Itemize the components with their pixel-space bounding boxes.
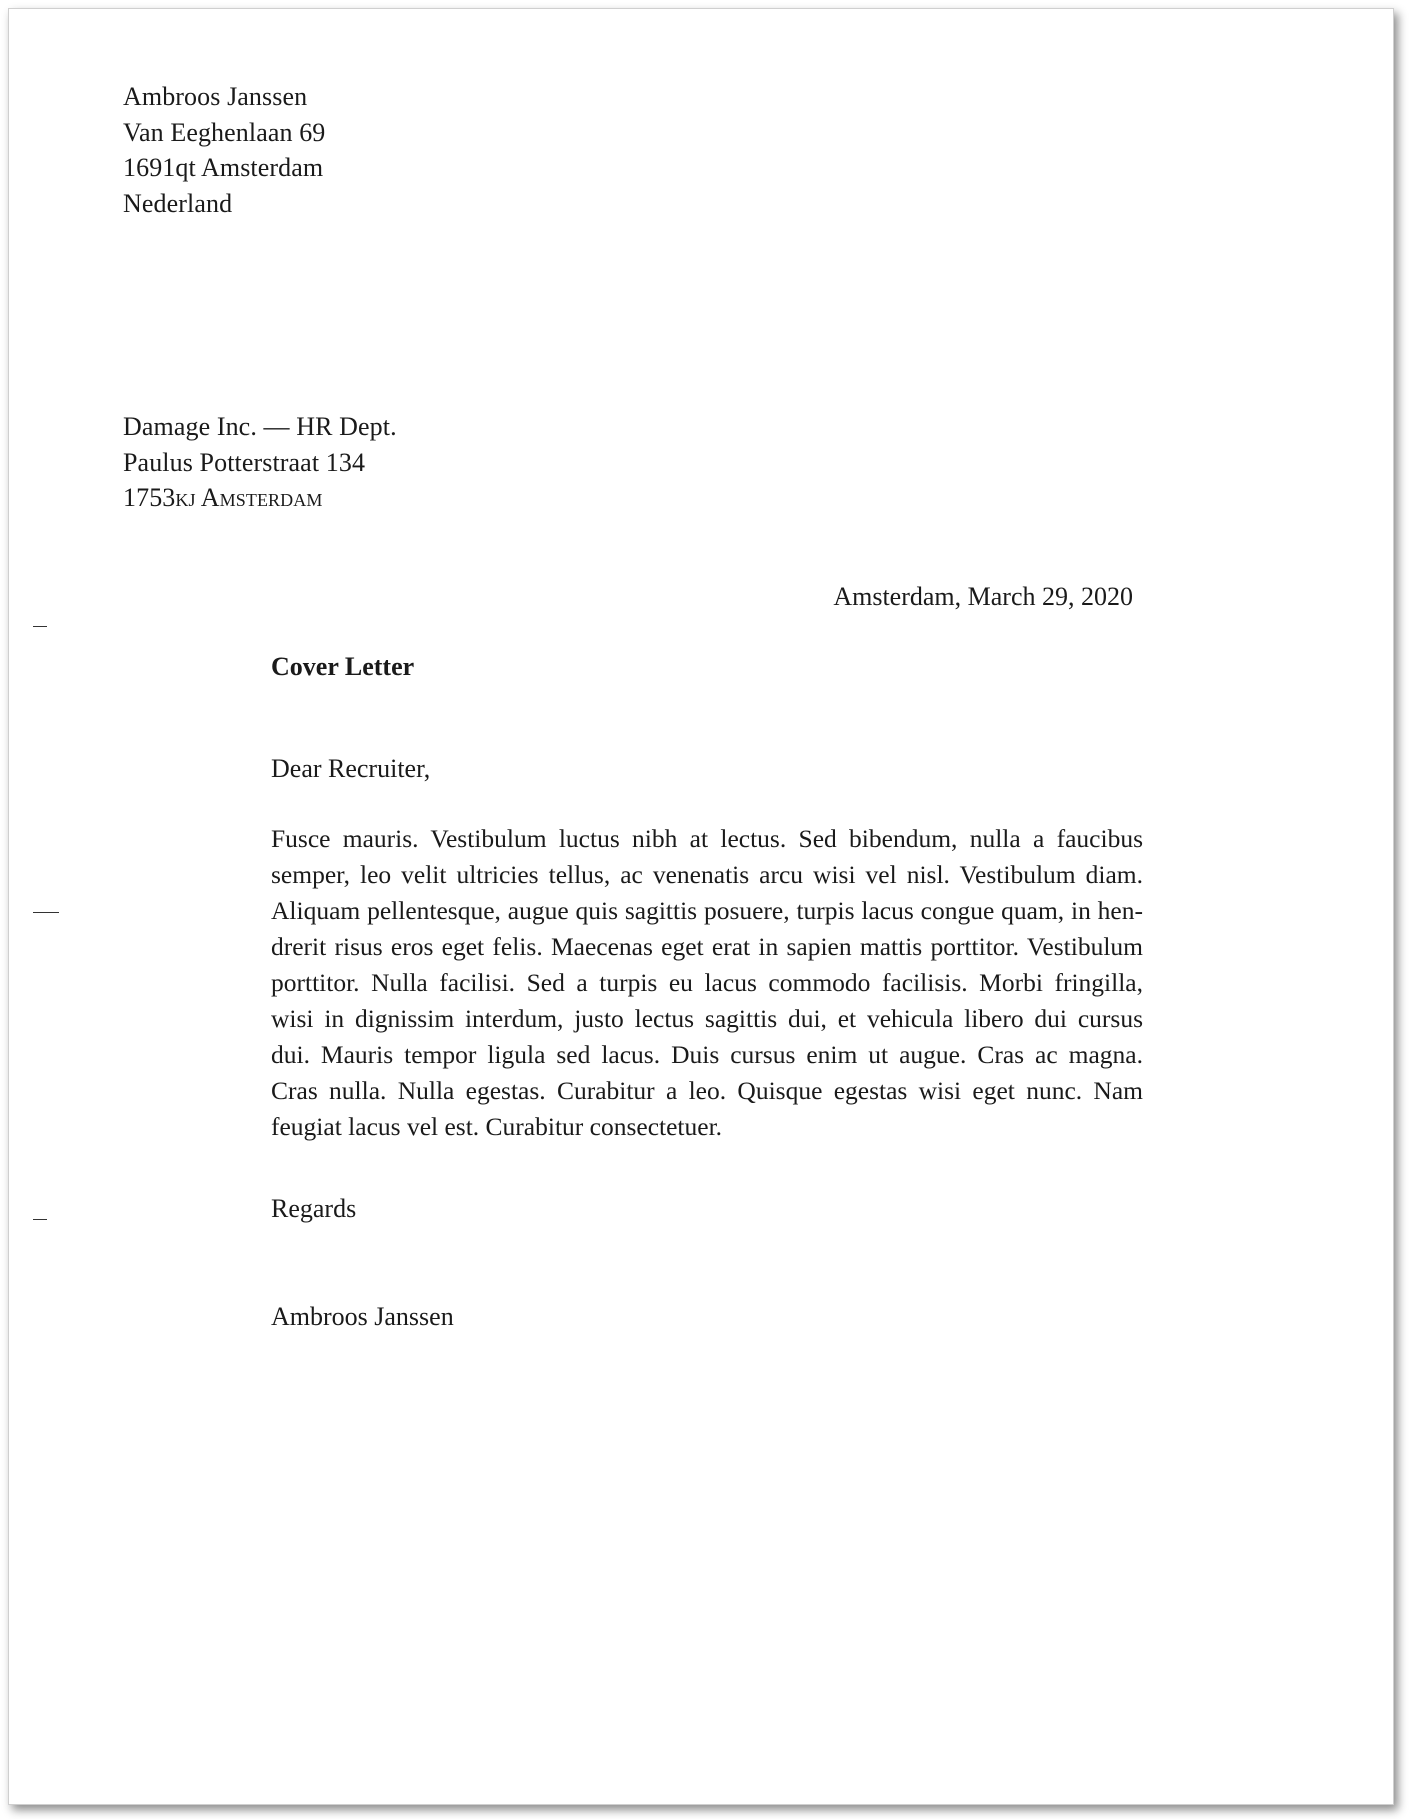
body-line: drerit risus eros eget felis. Maecenas eget erat in sapien mattis porttitor. Vestibulum — [271, 932, 1143, 961]
sender-street: Van Eeghenlaan 69 — [123, 117, 326, 147]
letter-page — [8, 8, 1394, 1805]
letter-body — [271, 821, 1143, 1145]
sender-name: Ambroos Janssen — [123, 82, 308, 111]
fold-mark-top — [33, 626, 47, 627]
body-line: Fusce mauris. Vestibulum luctus nibh at lectus. Sed bibendum, nulla a faucibus — [271, 824, 1143, 853]
salutation: Dear Recruiter, — [271, 754, 431, 783]
body-line: Aliquam pellentesque, augue quis sagittis posuere, turpis lacus congue quam, in hen- — [271, 896, 1143, 925]
body-line: semper, leo velit ultricies tellus, ac venenatis arcu wisi vel nisl. Vestibulum diam. — [271, 860, 1143, 889]
letter-subject: Cover Letter — [271, 652, 415, 681]
sender-address — [123, 79, 325, 221]
closing: Regards — [271, 1194, 357, 1223]
punch-mark-middle — [33, 912, 59, 913]
sender-country: Nederland — [123, 188, 233, 218]
fold-mark-bottom — [33, 1219, 47, 1220]
recipient-address — [123, 409, 397, 516]
body-line: porttitor. Nulla facilisi. Sed a turpis eu lacus commodo facilisis. Morbi fringilla, — [271, 968, 1143, 997]
sender-city: 1691qt Amsterdam — [123, 153, 324, 182]
recipient-company: Damage Inc. — HR Dept. — [123, 412, 397, 441]
recipient-street: Paulus Potterstraat 134 — [123, 447, 366, 477]
body-line: dui. Mauris tempor ligula sed lacus. Duis cursus enim ut augue. Cras ac magna. — [271, 1040, 1143, 1069]
body-line: wisi in dignissim interdum, justo lectus sagittis dui, et vehicula libero dui cursus — [271, 1004, 1143, 1033]
recipient-city: 1753kj Amsterdam — [123, 483, 323, 512]
body-line: Cras nulla. Nulla egestas. Curabitur a leo. Quisque egestas wisi eget nunc. Nam — [271, 1076, 1143, 1105]
signature-name: Ambroos Janssen — [271, 1302, 454, 1331]
letter-date: Amsterdam, March 29, 2020 — [833, 582, 1133, 611]
body-line-last: feugiat lacus vel est. Curabitur consectetuer. — [271, 1112, 723, 1141]
